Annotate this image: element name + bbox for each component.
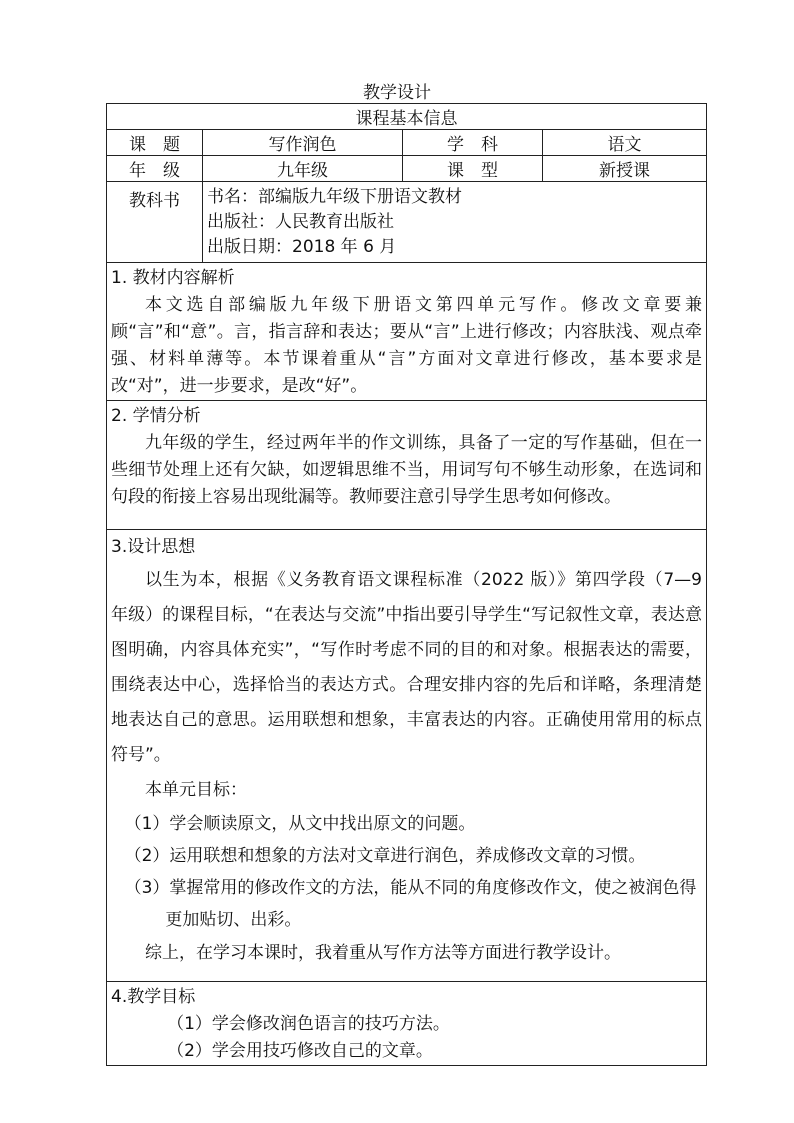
course-info-table [106, 103, 707, 1066]
unit-goal-item: （2）运用联想和想象的方法对文章进行润色，养成修改文章的习惯。 [124, 846, 646, 866]
textbook-date: 出版日期：2018 年 6 月 [207, 237, 397, 257]
section-summary: 综上，在学习本课时，我着重从写作方法等方面进行教学设计。 [145, 943, 621, 963]
value-discipline: 语文 [543, 130, 707, 156]
teaching-goal-item: （2）学会用技巧修改自己的文章。 [167, 1041, 433, 1061]
label-subject-title: 课 题 [107, 130, 203, 156]
section-body: 以生为本，根据《义务教育语文课程标准（2022 版）》第四学段（7—9 年级）的课程目标，“在表达与交流”中指出要引导学生“写记叙性文章，表达意图明确，内容具体充实”，“写作时考虑不同的目的和对象。根据表达的需要，围绕表达中心，选择恰当的表达方式。合理安排内容的先后和详略，条理清楚地表达自己的意思。运用联想和想象，丰富表达的内容。正确使用常用的标点符号”。 [111, 570, 702, 765]
section-heading: 4.教学目标 [111, 987, 196, 1007]
label-discipline: 学 科 [403, 130, 543, 156]
section-content-analysis [107, 263, 707, 401]
section-teaching-goals [107, 982, 707, 1066]
label-lesson-type: 课 型 [403, 156, 543, 182]
table-header: 课程基本信息 [107, 104, 707, 130]
unit-goal-item: （3）掌握常用的修改作文的方法，能从不同的角度修改作文，使之被润色得更加贴切、出彩。 [124, 878, 697, 930]
label-grade: 年 级 [107, 156, 203, 182]
value-lesson-type: 新授课 [543, 156, 707, 182]
section-design-idea [107, 530, 707, 982]
section-body: 九年级的学生，经过两年半的作文训练，具备了一定的写作基础，但在一些细节处理上还有欠缺，如逻辑思维不当，用词写句不够生动形象，在选词和句段的衔接上容易出现纰漏等。教师要注意引导学生思考如何修改。 [111, 433, 702, 507]
unit-goals-heading: 本单元目标： [145, 780, 247, 800]
unit-goal-item: （1）学会顺读原文，从文中找出原文的问题。 [124, 814, 476, 834]
textbook-publisher: 出版社：人民教育出版社 [207, 212, 394, 232]
label-textbook: 教科书 [107, 182, 203, 263]
teaching-goal-item: （1）学会修改润色语言的技巧方法。 [167, 1014, 450, 1034]
section-learner-analysis [107, 401, 707, 530]
section-body: 本文选自部编版九年级下册语文第四单元写作。修改文章要兼顾“言”和“意”。言，指言辞和表达；要从“言”上进行修改；内容肤浅、观点牵强、材料单薄等。本节课着重从“言”方面对文章进行修改，基本要求是改“对”，进一步要求，是改“好”。 [111, 295, 702, 396]
section-heading: 3.设计思想 [111, 537, 196, 557]
value-grade: 九年级 [203, 156, 403, 182]
section-heading: 1. 教材内容解析 [111, 268, 235, 288]
section-heading: 2. 学情分析 [111, 406, 201, 426]
value-subject-title: 写作润色 [203, 130, 403, 156]
document-title: 教学设计 [363, 83, 431, 103]
textbook-info [203, 182, 707, 263]
textbook-name: 书名：部编版九年级下册语文教材 [207, 187, 462, 207]
